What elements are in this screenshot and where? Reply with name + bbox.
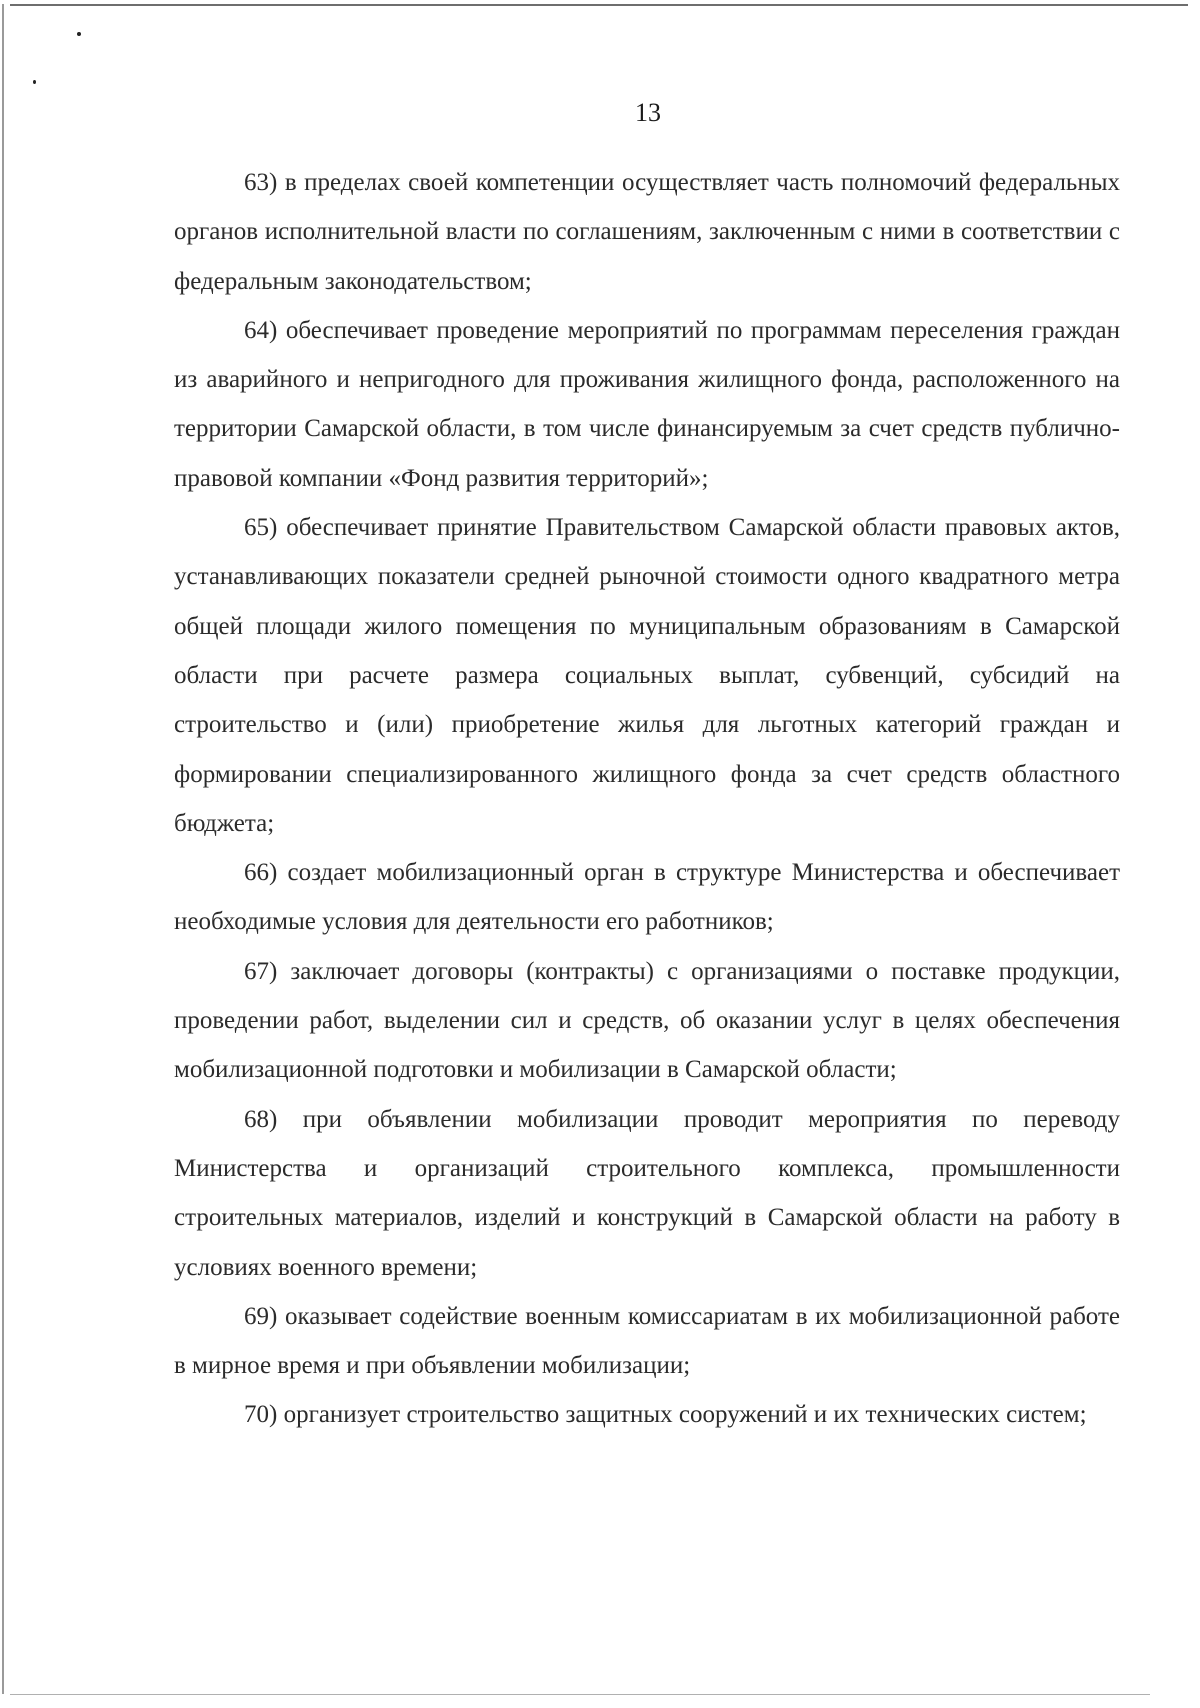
scan-speck xyxy=(77,32,81,36)
list-item: 66) создает мобилизационный орган в структуре Министерства и обеспечивает необходимые условия для деятельности его работников; xyxy=(174,859,1120,936)
page-number: 13 xyxy=(635,98,661,127)
list-item: 65) обеспечивает принятие Правительством Самарской области правовых актов, устанавливающих показатели средней рыночной стоимости одного квадратного метра общей площади жилого помещения по муниципальным образованиям в Самарской области при расчете размера социальных выплат, субвенций, субсидий на строительство и (или) приобретение жилья для льготных категорий граждан и формировании специализированного жилищного фонда за счет средств областного бюджета; xyxy=(174,514,1120,837)
list-item: 68) при объявлении мобилизации проводит мероприятия по переводу Министерства и организаций строительного комплекса, промышленности строительных материалов, изделий и конструкций в Самарской области на работу в условиях военного времени; xyxy=(174,1105,1120,1281)
list-item: 63) в пределах своей компетенции осуществляет часть полномочий федеральных органов исполнительной власти по соглашениям, заключенным с ними в соответствии с федеральным законодательством; xyxy=(174,169,1120,295)
scan-border-left xyxy=(2,4,4,1694)
list-item: 69) оказывает содействие военным комиссариатам в их мобилизационной работе в мирное время и при объявлении мобилизации; xyxy=(174,1302,1120,1380)
list-item: 70) организует строительство защитных сооружений и их технических систем; xyxy=(244,1401,1087,1429)
list-item: 64) обеспечивает проведение мероприятий по программам переселения граждан из аварийного и непригодного для проживания жилищного фонда, расположенного на территории Самарской области, в том числе финансируемым за счет средств публично-правовой компании «Фонд развития территорий»; xyxy=(174,316,1120,492)
document-body xyxy=(174,158,1120,1440)
scan-border-bottom xyxy=(10,1694,1150,1695)
scan-speck xyxy=(33,80,36,84)
scan-border-top xyxy=(10,4,1188,6)
list-item: 67) заключает договоры (контракты) с организациями о поставке продукции, проведении работ, выделении сил и средств, об оказании услуг в целях обеспечения мобилизационной подготовки и мобилизации в Самарской области; xyxy=(174,957,1120,1084)
